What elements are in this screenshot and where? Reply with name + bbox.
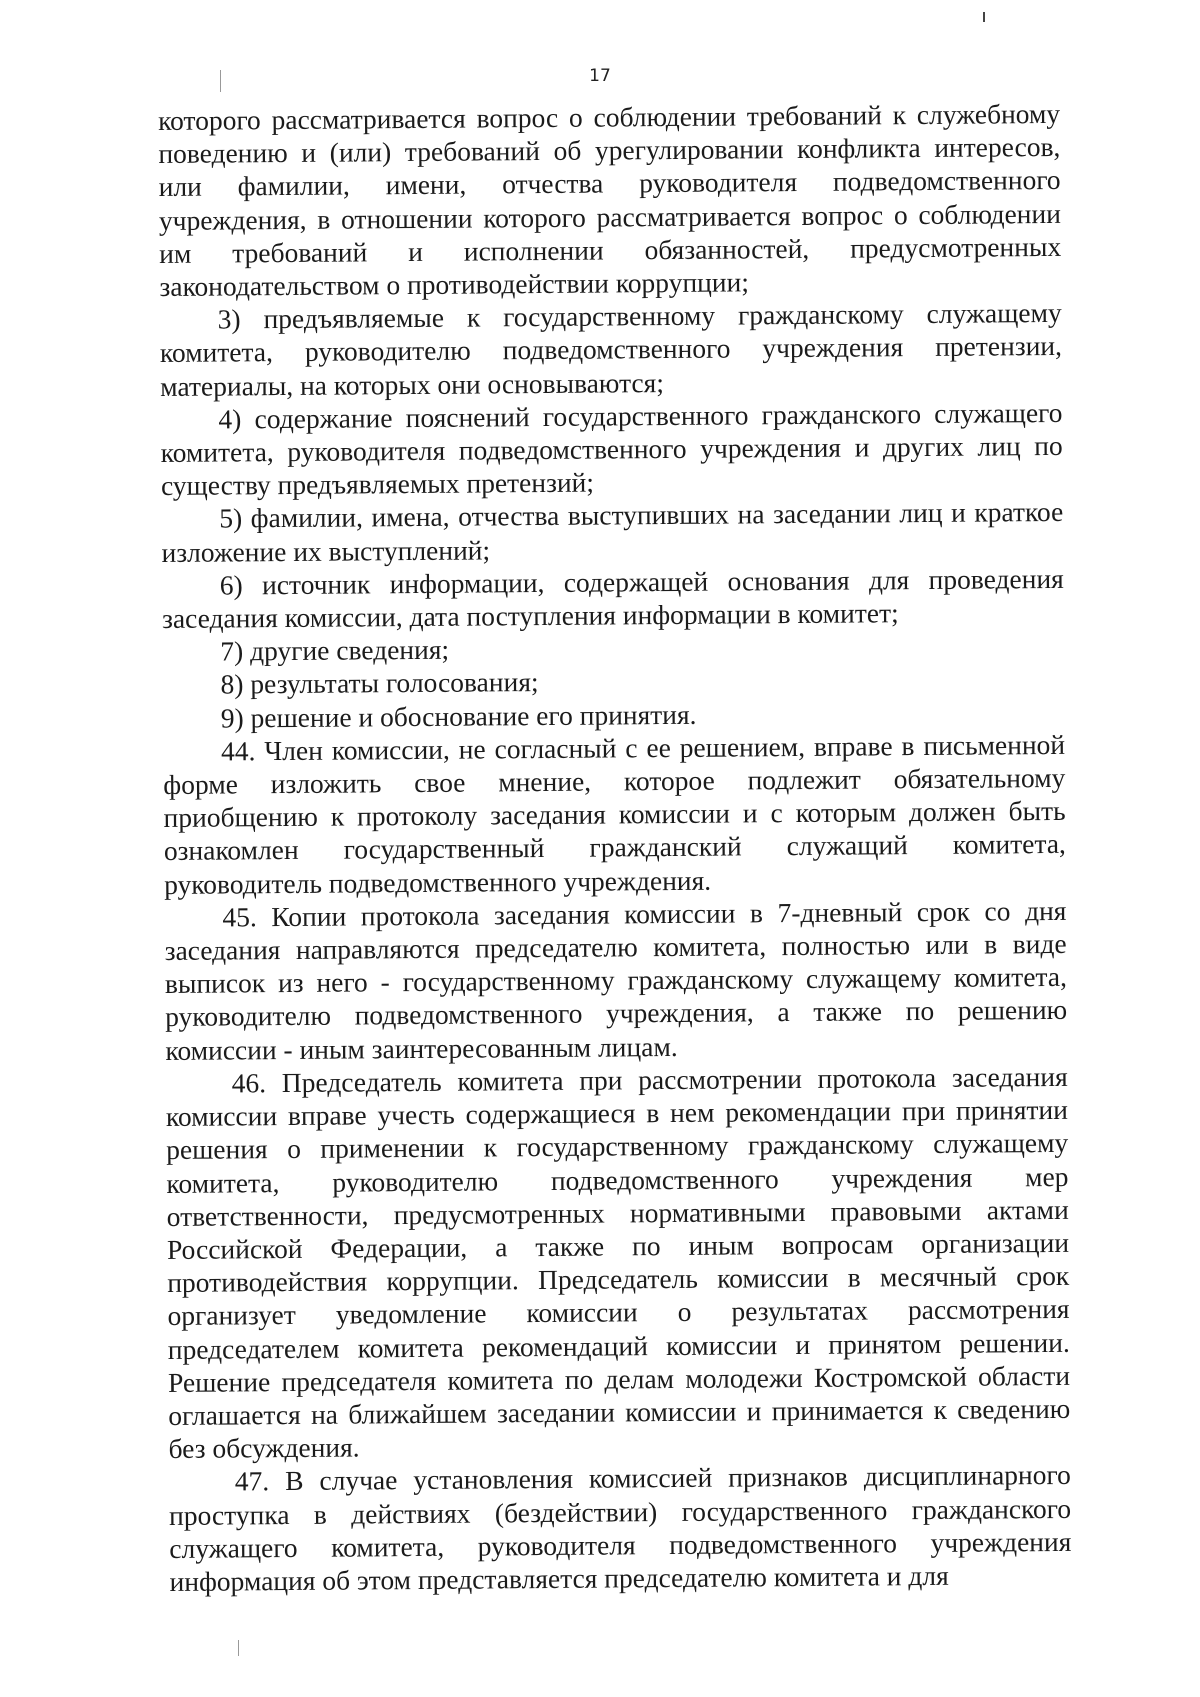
list-item-8: 8) результаты голосования; — [220, 666, 539, 700]
clause-46: 46. Председатель комитета при рассмотрении протокола заседания комиссии вправе учесть содержащиеся в нем рекомендации при принятии решения о применении к государственному гражданскому служащему комитета, руководителю подведомственного учреждения мер ответственности, предусмотренных нормативными правовыми актами Российской Федерации, а также по иным вопросам организации противодействия коррупции. Председатель комиссии в месячный срок организует уведомление комиссии о результатах рассмотрения председателем комитета рекомендаций комиссии и принятом решении. Решение председателя комитета по делам молодежи Костромской области оглашается на ближайшем заседании комиссии и принимается к сведению без обсуждения. — [165, 1060, 1071, 1465]
list-item-4: 4) содержание пояснений государственного гражданского служащего комитета, руководителя подведомственного учреждения и других лиц по существу предъявляемых претензий; — [160, 396, 1063, 502]
page-number: 17 — [589, 66, 611, 86]
clause-47: 47. В случае установления комиссией признаков дисциплинарного проступка в действиях (бездействии) государственного гражданского служащего комитета, руководителя подведомственного учреждения информация об этом представляется председателю комитета и для — [168, 1459, 1072, 1597]
clause-44: 44. Член комиссии, не согласный с ее решением, вправе в письменной форме изложить свое мнение, которое подлежит обязательному приобщению к протоколу заседания комиссии и с которым должен быть ознакомлен государственный гражданский служащий комитета, руководитель подведомственного учреждения. — [163, 728, 1066, 900]
list-item-3: 3) предъявляемые к государственному гражданскому служащему комитета, руководителю подведомственного учреждения претензии, материалы, на которых они основываются; — [159, 297, 1063, 402]
document-body — [158, 97, 1072, 1598]
list-item-5: 5) фамилии, имена, отчества выступивших на заседании лиц и краткое изложение их выступлений; — [161, 496, 1064, 568]
clause-45: 45. Копии протокола заседания комиссии в 7-дневный срок со дня заседания направляются председателю комитета, полностью или в виде выписок из него - государственному гражданскому служащему комитета, руководителю подведомственного учреждения, а также по решению комиссии - иным заинтересованным лицам. — [164, 894, 1068, 1066]
list-item-9: 9) решение и обоснование его принятия. — [220, 698, 697, 734]
paragraph-continuation: которого рассматривается вопрос о соблюдении требований к служебному поведению и (или) требований об урегулировании конфликта интересов, или фамилии, имени, отчества руководителя подведомственного учреждения, в отношении которого рассматривается вопрос о соблюдении им требований и исполнении обязанностей, предусмотренных законодательством о противодействии коррупции; — [158, 97, 1062, 303]
list-item-6: 6) источник информации, содержащей основания для проведения заседания комиссии, дата поступления информации в комитет; — [161, 562, 1064, 635]
list-item-7: 7) другие сведения; — [220, 633, 450, 667]
scan-mark-top-right — [983, 12, 985, 22]
scan-mark-left-bottom — [238, 1640, 239, 1656]
